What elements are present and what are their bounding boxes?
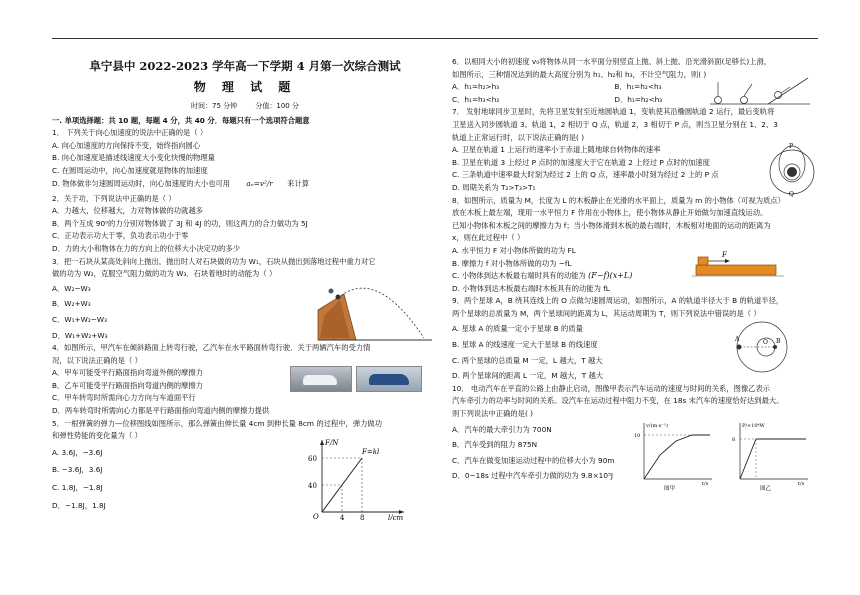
binary-star-figure xyxy=(732,319,792,375)
option: B. −3.6J，3.6J xyxy=(52,465,103,475)
question-stem: 2．关于功，下列说法中正确的是（ ） xyxy=(52,193,176,203)
question-stem: 3．把一石块从某高处斜向上抛出，抛出时人对石块做的功为 W₁，石块从抛出到落地过程中重力对它 xyxy=(52,256,376,266)
option: D．两车转弯时所需向心力都是平行路面指向弯道内侧的摩擦力提供 xyxy=(52,406,270,416)
spring-y-label: F/N xyxy=(325,438,339,447)
option-text: D. 物体做非匀速圆周运动时，向心加速度的大小也可用 xyxy=(52,178,231,188)
option: C．甲车转弯时所需向心力方向与车道面平行 xyxy=(52,393,196,403)
v-t-label: t/s xyxy=(702,480,709,487)
option: B．h₁=h₂<h₃ xyxy=(614,82,662,92)
option-text: C. 小物体到达木板最右端时具有的动能为 xyxy=(452,271,586,281)
velocity-graph xyxy=(632,419,716,491)
option: D．h₁=h₂<h₃ xyxy=(614,94,663,104)
option: B．两个互成 90⁰的力分别对物体做了 3J 和 4J 的功，则这两力的合力做功为 5J xyxy=(52,218,308,228)
question-stem: 5．一根弹簧的弹力—位移图线如图所示，那么弹簧由伸长量 4cm 到伸长量 8cm 的过程中，弹力做功 xyxy=(52,418,383,428)
v-tick-10: 10 xyxy=(634,432,641,439)
option: C．汽车在做变加速运动过程中的位移大小为 90m xyxy=(452,455,615,465)
question-stem: 如图所示，三种情况达到的最大高度分别为 h₁、h₂和 h₃，不计空气阻力，则( ) xyxy=(452,69,707,79)
question-4 xyxy=(52,342,438,418)
spring-tick-8: 8 xyxy=(360,513,365,520)
spring-tick-40: 40 xyxy=(308,481,317,490)
option: D．力的大小和物体在力的方向上的位移大小决定功的多少 xyxy=(52,243,241,253)
question-stem: x，则在此过程中（ ） xyxy=(452,233,525,243)
exam-score: 分值：100 分 xyxy=(255,102,299,110)
launch-figure xyxy=(708,74,812,108)
option: B. 卫星在轨道 3 上经过 P 点时的加速度大于它在轨道 2 上经过 P 点时的加速度 xyxy=(452,157,710,167)
option: C. 在圆周运动中，向心加速度就是物体的加速度 xyxy=(52,165,208,175)
section-heading: 一. 单项选择题：共 10 题，每题 4 分，共 40 分．每题只有一个选项符合题意 xyxy=(52,115,310,125)
option: D. 周期关系为 T₂>T₃>T₁ xyxy=(452,182,536,192)
p-t-label: t/s xyxy=(798,480,805,487)
question-stem: 则下列说法中正确的是( ) xyxy=(452,409,533,419)
question-stem: 做的功为 W₂，克服空气阻力做的功为 W₃．石块着地时的动能为（ ） xyxy=(52,269,277,279)
option: C．h₁=h₃<h₂ xyxy=(452,94,500,104)
question-3 xyxy=(52,256,438,343)
question-stem: 和弹性势能的变化量为（ ） xyxy=(52,431,142,441)
star-B-label: B xyxy=(776,338,781,346)
option: A. 星球 A 的质量一定小于星球 B 的质量 xyxy=(452,324,583,334)
spring-tick-4: 4 xyxy=(340,513,345,520)
option xyxy=(52,178,438,193)
question-stem: 卫星送入同步圆轨道 3。轨道 1，2 相切于 Q 点，轨道 2，3 相切于 P 点，则当卫星分别在 1、2、3 xyxy=(452,119,778,129)
question-stem: 轨道上正常运行时，以下说法正确的是( ) xyxy=(452,132,585,142)
board-figure xyxy=(692,249,784,279)
question-stem: 7． 发射地球同步卫星时，先将卫星发射至近地圆轨道 1，变轨使其沿椭圆轨道 2 运行，最后变轨将 xyxy=(452,107,775,117)
question-stem: 1． 下列关于向心加速度的说法中正确的是（ ） xyxy=(52,128,208,138)
question-stem: 8．如图所示，质量为 M，长度为 L 的木板静止在光滑的水平面上，质量为 m 的小物体（可视为质点） xyxy=(452,195,785,205)
star-O-label: O xyxy=(763,339,768,347)
car-photo-2 xyxy=(356,366,422,392)
question-stem: 况，以下说法正确的是（ ） xyxy=(52,355,142,365)
option: B．W₂+W₃ xyxy=(52,299,91,309)
spring-graph xyxy=(300,436,410,520)
option: D. 小物体到达木板最右端时木板具有的动能为 fL xyxy=(452,283,610,293)
star-A-label: A xyxy=(735,336,740,344)
spring-x-label: l/cm xyxy=(388,513,404,520)
question-7 xyxy=(452,106,822,199)
exam-title: 阜宁县中 2022-2023 学年高一下学期 4 月第一次综合测试 xyxy=(89,59,401,73)
question-stem: 汽车牵引力的功率与时间的关系。设汽车在运动过程中阻力不变，在 18s 末汽车的速度恰好达到最大。 xyxy=(452,396,784,406)
question-stem: 9．两个星球 A，B 绕其连线上的 O 点做匀速圆周运动，如图所示，A 的轨道半径大于 B 的轨道半径， xyxy=(452,296,784,306)
formula-an: aₙ=v²/r xyxy=(246,178,273,188)
question-stem: 两个星球的总质量为 M，两个星球间的距离为 L，其运动周期为 T，则下列说法中错误的是（ ） xyxy=(452,308,761,318)
option: C. 三条轨道中速率最大时刻为经过 2 上的 Q 点，速率最小时刻为经过 2 上的 P 点 xyxy=(452,170,719,180)
option: D．−1.8J，1.8J xyxy=(52,500,106,510)
question-10 xyxy=(452,383,822,491)
orbit-figure xyxy=(768,142,816,198)
question-stem: 4．如图所示，甲汽车在倾斜路面上转弯行驶，乙汽车在水平路面转弯行驶．关于两辆汽车的受力情 xyxy=(52,343,371,353)
option: B. 星球 A 的线速度一定大于星球 B 的线速度 xyxy=(452,340,598,350)
question-stem: 已知小物体和木板之间的摩擦力为 f；当小物体滑到木板的最右端时，木板相对地面的运动的距离为 xyxy=(452,220,771,230)
option: D．0~18s 过程中汽车牵引力做的功为 9.8×10⁵J xyxy=(452,471,614,481)
option: A. 3.6J，−3.6J xyxy=(52,447,103,457)
orbit-P-label: P xyxy=(789,143,794,151)
question-2 xyxy=(52,193,438,256)
option: B．乙车可能受平行路面指向弯道内侧的摩擦力 xyxy=(52,380,203,390)
option: B. 向心加速度是描述线速度大小变化快慢的物理量 xyxy=(52,153,215,163)
option: C. 两个星球的总质量 M 一定，L 越大，T 越大 xyxy=(452,355,603,365)
spring-law: F=kl xyxy=(362,447,380,456)
exam-time: 时间：75 分钟 xyxy=(191,102,238,110)
option: C．W₁+W₂−W₃ xyxy=(52,314,108,324)
car-photo-1 xyxy=(290,366,352,392)
left-column xyxy=(52,48,438,520)
option: A．汽车的最大牵引力为 700N xyxy=(452,424,552,434)
question-stem: 6．以相同大小的初速度 v₀将物体从同一水平面分别竖直上抛、斜上抛、沿光滑斜面(足够长)上滑， xyxy=(452,57,772,66)
option: A. 卫星在轨道 1 上运行的速率小于赤道上随地球自转物体的速率 xyxy=(452,145,661,155)
question-1 xyxy=(52,127,438,192)
question-stem: 10． 电动汽车在平直的公路上由静止启动，图像甲表示汽车运动的速度与时间的关系，图像乙表示 xyxy=(452,383,771,393)
projectile-figure xyxy=(314,280,434,344)
option: A．力越大，位移越大，力对物体做的功就越多 xyxy=(52,206,203,216)
right-column xyxy=(452,56,822,491)
question-6 xyxy=(452,56,822,106)
spring-tick-60: 60 xyxy=(308,454,317,463)
exam-subject: 物 理 试 题 xyxy=(193,80,297,94)
question-9 xyxy=(452,295,822,383)
option: A．甲车可能受平行路面指向弯道外侧的摩擦力 xyxy=(52,368,203,378)
option: A．W₂−W₃ xyxy=(52,283,91,293)
option: A．h₁=h₂>h₃ xyxy=(452,82,500,92)
formula-ek: (F−f)(x+L) xyxy=(588,271,633,281)
option: B．汽车受到的阻力 875N xyxy=(452,440,538,450)
p-axis-label: P/×10⁴W xyxy=(742,422,765,429)
graph-jia: 图甲 xyxy=(664,485,676,491)
option: D. 两个星球间的距离 L 一定，M 越大，T 越大 xyxy=(452,371,604,381)
option: C．正功表示功大于零，负功表示功小于零 xyxy=(52,231,189,241)
option: C. 1.8J，−1.8J xyxy=(52,483,103,493)
option: D．W₁+W₂+W₃ xyxy=(52,330,108,340)
exam-meta xyxy=(52,100,438,113)
p-tick-8: 8 xyxy=(732,436,736,443)
question-5 xyxy=(52,418,438,520)
question-stem: 放在木板上最左端，现用一水平恒力 F 作用在小物体上，使小物体从静止开始做匀加速直线运动。 xyxy=(452,208,768,218)
v-axis-label: v/(m·s⁻¹) xyxy=(646,422,668,429)
spring-origin: O xyxy=(313,512,319,520)
force-F-label: F xyxy=(722,250,727,259)
power-graph xyxy=(728,419,812,491)
top-rule xyxy=(52,38,818,39)
option: A. 向心加速度的方向保持不变，始终指向圆心 xyxy=(52,140,201,150)
option-text-tail: 来计算 xyxy=(287,178,310,188)
option: A. 水平恒力 F 对小物体所做的功为 FL xyxy=(452,245,576,255)
graph-yi: 图乙 xyxy=(760,485,772,491)
orbit-Q-label: Q xyxy=(789,191,794,199)
question-8 xyxy=(452,195,822,296)
option: B. 摩擦力 f 对小物体所做的功为 −fL xyxy=(452,258,572,268)
